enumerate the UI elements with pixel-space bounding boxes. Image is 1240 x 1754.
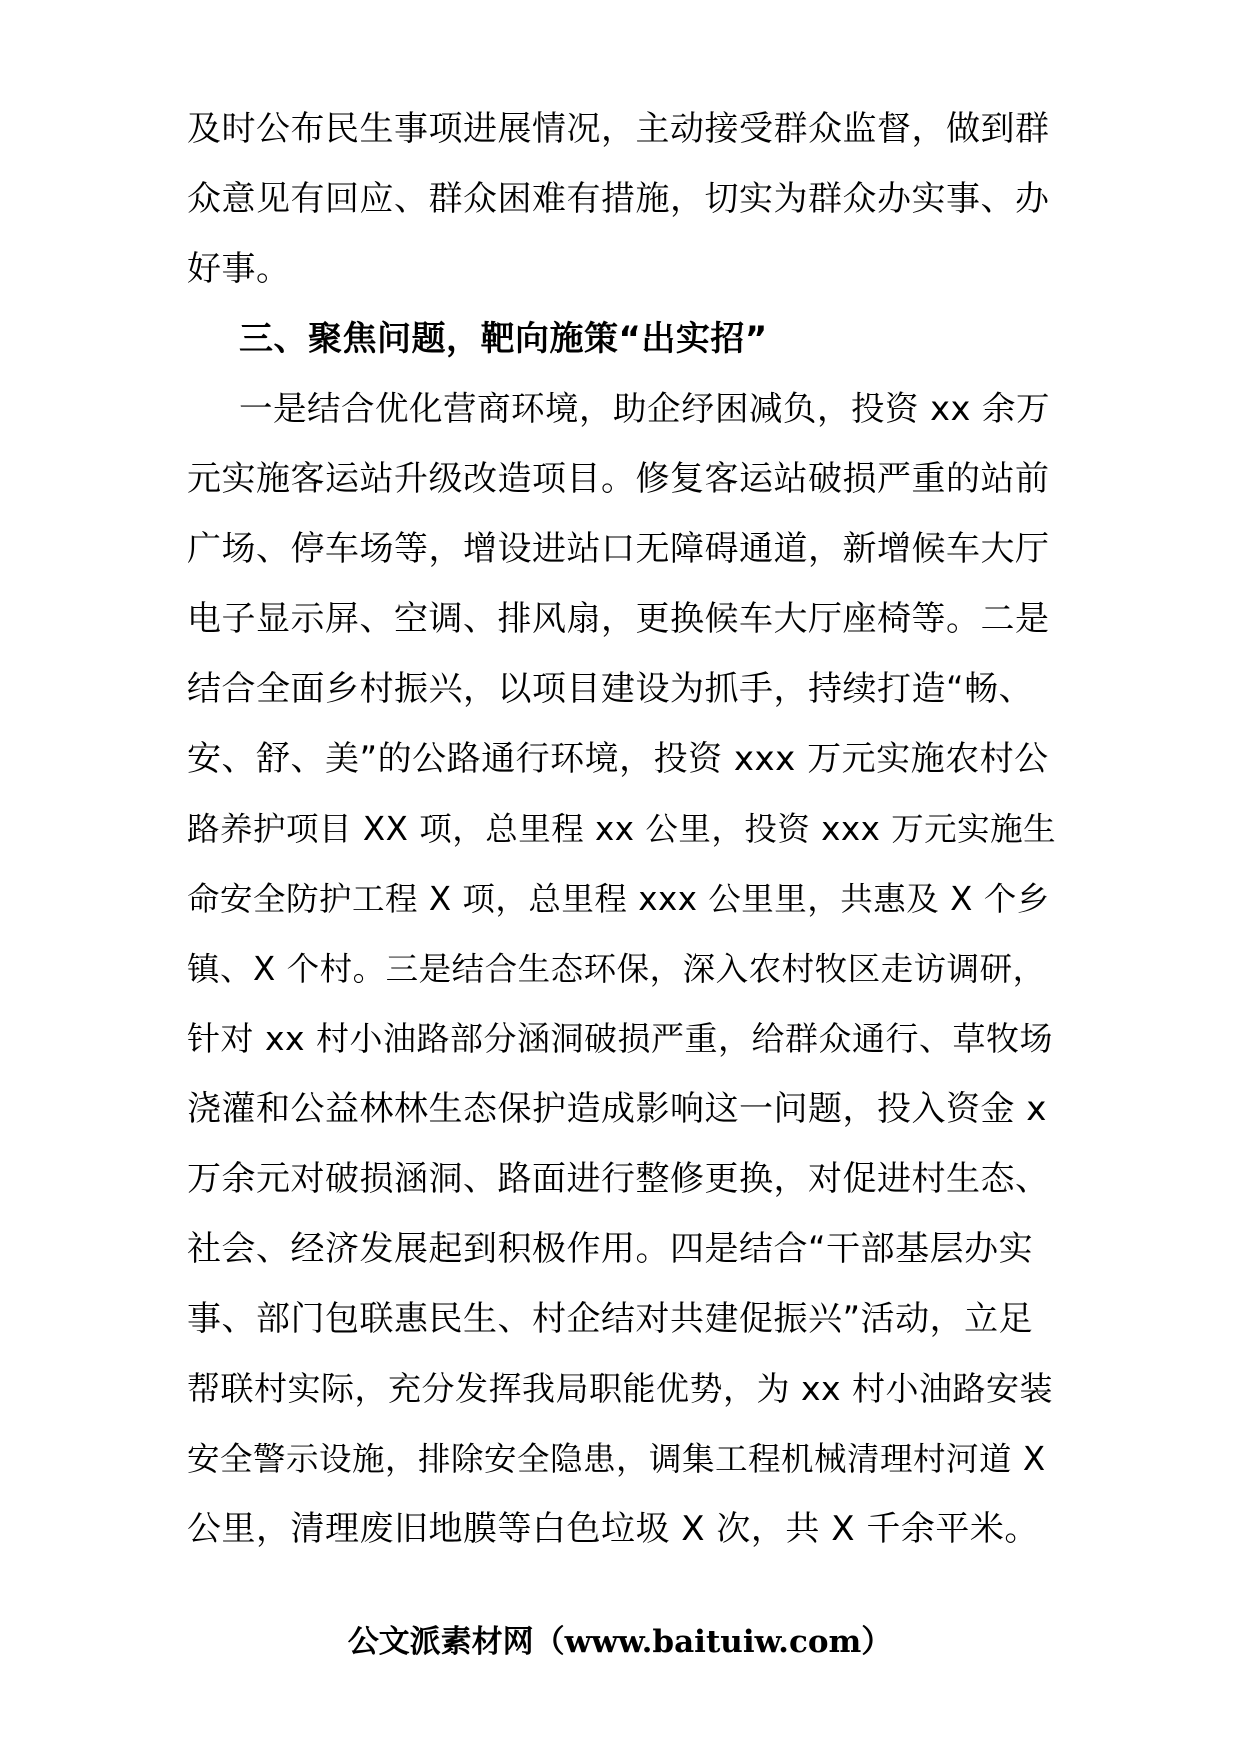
text-line: 命安全防护工程 X 项，总里程 xxx 公里里，共惠及 X 个乡 <box>187 880 1050 918</box>
text-line: 元实施客运站升级改造项目。修复客运站破损严重的站前 <box>187 459 1050 499</box>
text-line: 镇、X 个村。三是结合生态环保，深入农村牧区走访调研， <box>187 950 1046 988</box>
text-line: 广场、停车场等，增设进站口无障碍通道，新增候车大厅 <box>187 529 1050 569</box>
text-line: 社会、经济发展起到积极作用。四是结合“干部基层办实 <box>187 1229 1034 1269</box>
text-line: 安、舒、美”的公路通行环境，投资 xxx 万元实施农村公 <box>187 739 1049 779</box>
text-line: 众意见有回应、群众困难有措施，切实为群众办实事、办 <box>187 179 1050 219</box>
text-line: 及时公布民生事项进展情况，主动接受群众监督，做到群 <box>187 109 1050 149</box>
body-text <box>187 94 1057 1564</box>
text-line: 浇灌和公益林林生态保护造成影响这一问题，投入资金 x <box>187 1089 1047 1129</box>
footer-watermark: 公文派素材网（www.baituiw.com） <box>347 1624 893 1660</box>
text-line: 一是结合优化营商环境，助企纾困减负，投资 xx 余万 <box>239 389 1050 428</box>
text-line: 安全警示设施，排除安全隐患，调集工程机械清理村河道 X <box>187 1440 1046 1478</box>
text-line: 针对 xx 村小油路部分涵洞破损严重，给群众通行、草牧场 <box>187 1019 1054 1058</box>
text-line: 好事。 <box>187 249 291 289</box>
text-line: 帮联村实际，充分发挥我局职能优势，为 xx 村小油路安装 <box>187 1369 1054 1408</box>
text-line: 电子显示屏、空调、排风扇，更换候车大厅座椅等。二是 <box>187 599 1050 639</box>
text-line: 万余元对破损涵洞、路面进行整修更换，对促进村生态、 <box>187 1159 1050 1199</box>
text-line: 结合全面乡村振兴，以项目建设为抓手，持续打造“畅、 <box>187 669 1034 709</box>
section-heading: 三、聚焦问题，靶向施策“出实招” <box>239 319 768 359</box>
text-line: 事、部门包联惠民生、村企结对共建促振兴”活动，立足 <box>187 1299 1034 1339</box>
text-line: 公里，清理废旧地膜等白色垃圾 X 次，共 X 千余平米。 <box>187 1509 1039 1549</box>
text-line: 路养护项目 XX 项，总里程 xx 公里，投资 xxx 万元实施生 <box>187 810 1057 848</box>
